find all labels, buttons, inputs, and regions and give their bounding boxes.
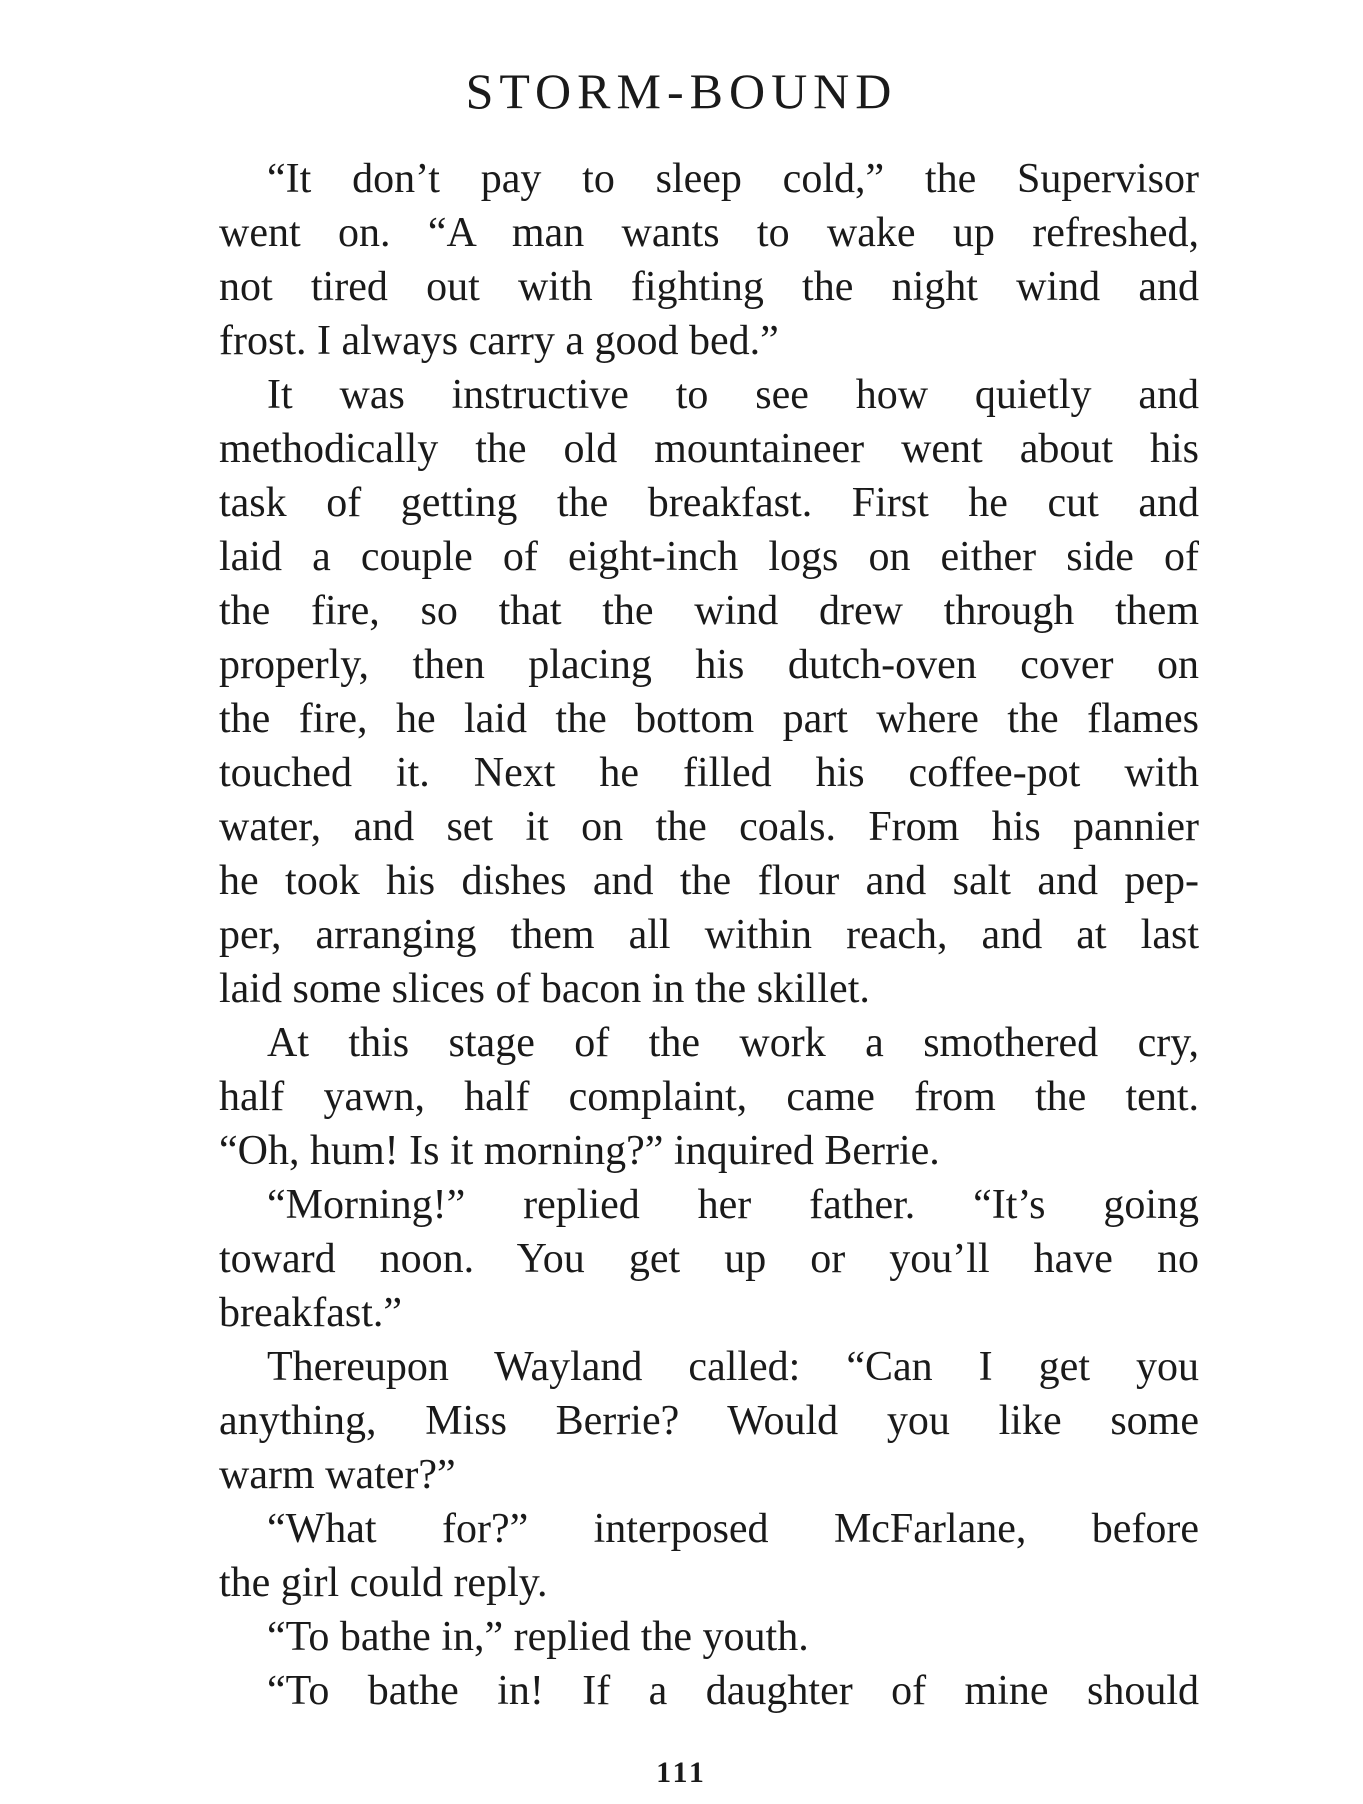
text-line: laid a couple of eight-inch logs on either side of — [219, 534, 1199, 580]
running-head: STORM-BOUND — [465, 63, 898, 119]
text-line: he took his dishes and the flour and salt and pep- — [219, 858, 1199, 904]
text-line: the fire, he laid the bottom part where the flames — [219, 696, 1199, 742]
text-line: “To bathe in,” replied the youth. — [267, 1614, 809, 1660]
text-line: laid some slices of bacon in the skillet. — [219, 966, 870, 1012]
text-line: touched it. Next he filled his coffee-pot with — [219, 750, 1199, 796]
text-line: water, and set it on the coals. From his pannier — [219, 804, 1199, 850]
text-line: “What for?” interposed McFarlane, before — [267, 1506, 1199, 1552]
text-line: “Morning!” replied her father. “It’s going — [267, 1182, 1199, 1228]
text-line: methodically the old mountaineer went about his — [219, 426, 1199, 472]
text-line: At this stage of the work a smothered cry, — [267, 1020, 1199, 1066]
text-line: “It don’t pay to sleep cold,” the Supervisor — [267, 156, 1199, 202]
text-line: half yawn, half complaint, came from the tent. — [219, 1074, 1199, 1120]
body-text — [219, 152, 1199, 1718]
text-line: frost. I always carry a good bed.” — [219, 318, 779, 364]
text-line: properly, then placing his dutch-oven cover on — [219, 642, 1199, 688]
text-line: went on. “A man wants to wake up refreshed, — [219, 210, 1199, 256]
page-number: 111 — [656, 1756, 707, 1789]
text-line: “Oh, hum! Is it morning?” inquired Berrie. — [219, 1128, 940, 1174]
text-line: warm water?” — [219, 1452, 456, 1498]
text-line: breakfast.” — [219, 1290, 403, 1336]
text-line: per, arranging them all within reach, and at last — [219, 912, 1199, 958]
text-line: anything, Miss Berrie? Would you like some — [219, 1398, 1199, 1444]
text-line: not tired out with fighting the night wind and — [219, 264, 1199, 310]
text-line: toward noon. You get up or you’ll have no — [219, 1236, 1199, 1282]
text-line: “To bathe in! If a daughter of mine should — [267, 1668, 1199, 1714]
text-line: task of getting the breakfast. First he cut and — [219, 480, 1199, 526]
text-line: the girl could reply. — [219, 1560, 548, 1606]
text-line: Thereupon Wayland called: “Can I get you — [267, 1344, 1199, 1390]
text-line: the fire, so that the wind drew through them — [219, 588, 1199, 634]
text-line: It was instructive to see how quietly and — [267, 372, 1199, 418]
